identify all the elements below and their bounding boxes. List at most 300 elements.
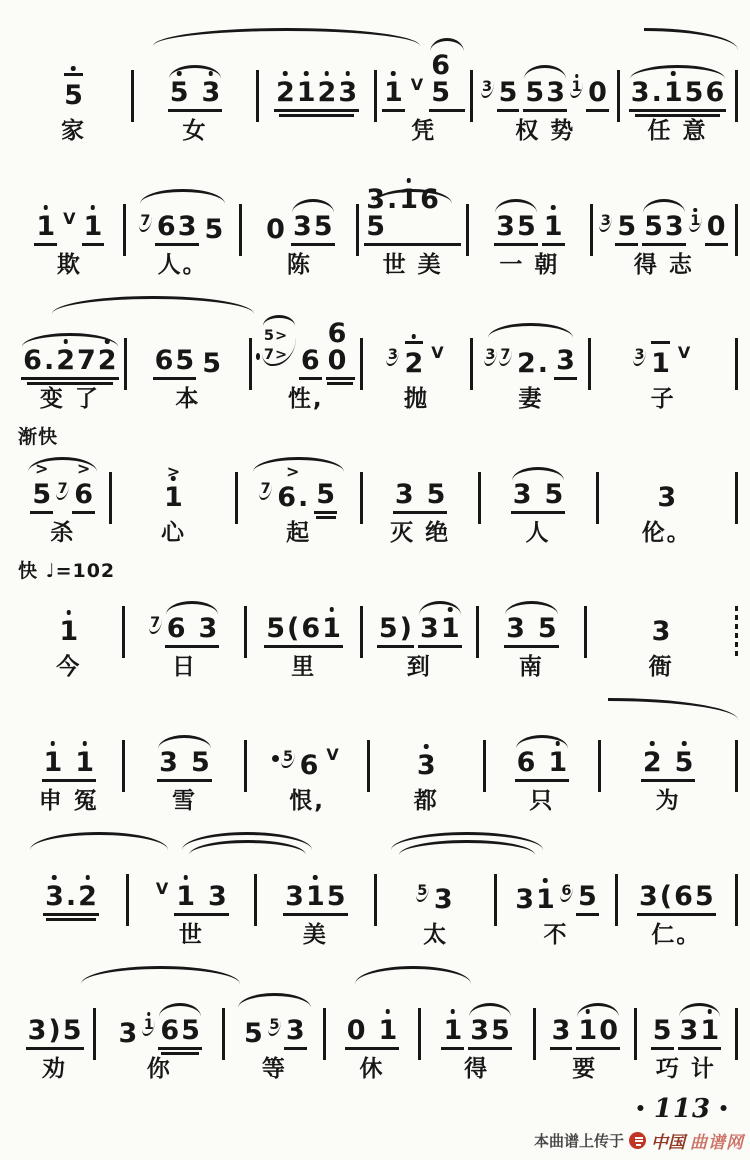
note-digit: 6 <box>277 482 296 513</box>
note-digit: 1 <box>378 1015 398 1046</box>
note-digit: 5 <box>652 1015 672 1046</box>
note-digit: 2 <box>404 348 424 379</box>
note-group <box>326 320 355 380</box>
note-group <box>153 347 197 380</box>
watermark <box>534 1128 744 1153</box>
note-group <box>511 481 566 514</box>
grace-digit: 3 <box>387 347 398 363</box>
measure-notation <box>421 986 533 1050</box>
lyric: 休 <box>359 1056 385 1082</box>
note-digit <box>190 79 201 106</box>
note-digit: 3 <box>338 77 358 108</box>
note-group <box>497 79 520 112</box>
measure <box>112 450 234 555</box>
lyric: 抛 <box>404 386 429 412</box>
note-group <box>203 216 226 246</box>
measure-notation <box>125 584 245 648</box>
note-group <box>515 749 570 782</box>
note-digit: 5 <box>32 479 52 510</box>
measure <box>16 986 93 1091</box>
measure <box>363 316 471 421</box>
note-group <box>42 749 97 782</box>
note-group <box>275 484 310 514</box>
grace-digit: 5 <box>282 749 294 765</box>
grace-digit: 3 <box>485 347 496 363</box>
measure-notation <box>112 450 234 514</box>
note-digit: 5 <box>525 77 545 108</box>
grace-note <box>259 478 272 500</box>
lyric: 子 <box>650 386 676 412</box>
note-group <box>364 186 461 246</box>
page-number <box>635 1094 730 1124</box>
grace-note <box>481 76 494 98</box>
grace-note <box>599 210 612 232</box>
note-digit: 3 <box>285 881 304 912</box>
note-group <box>468 1017 512 1050</box>
measure <box>486 718 599 823</box>
tie-arc <box>153 28 420 46</box>
measure-notation <box>479 584 585 648</box>
measure <box>473 48 617 153</box>
note-digit <box>533 481 544 508</box>
system-4 <box>16 420 738 554</box>
measure <box>591 316 735 421</box>
note-group <box>162 484 185 514</box>
note-group <box>576 883 599 916</box>
lyric: 为 <box>655 788 681 814</box>
tie-arc <box>608 698 738 720</box>
measure <box>16 584 122 689</box>
lyric: 女 <box>182 118 208 144</box>
note-group <box>554 347 577 380</box>
measure <box>359 182 466 287</box>
note-group <box>504 615 559 648</box>
note-group <box>494 213 538 246</box>
barline <box>735 204 738 256</box>
note-group <box>377 615 414 648</box>
lyric: 人 <box>525 520 551 546</box>
note-digit: . <box>537 348 549 379</box>
note-digit: 1 <box>651 348 670 379</box>
lyric: 性, <box>287 386 324 412</box>
lyric: 劝 <box>42 1056 68 1082</box>
note-digit: 3 <box>556 345 575 376</box>
note-digit: 3 <box>416 750 436 781</box>
note-digit: 3 <box>394 479 414 510</box>
tie-layer <box>16 296 738 318</box>
measure <box>16 48 131 153</box>
note-group <box>62 82 85 112</box>
note-group <box>314 481 337 514</box>
barline <box>735 1008 738 1060</box>
measure <box>363 450 478 555</box>
grace-note <box>149 612 162 634</box>
barline <box>735 606 738 658</box>
lyric: 得 <box>464 1056 490 1082</box>
page-number-value: 113 <box>653 1094 712 1124</box>
note-group <box>415 752 438 782</box>
note-digit: 5 <box>644 211 663 242</box>
lyric: 申 冤 <box>38 788 99 814</box>
note-digit <box>536 749 547 776</box>
measure <box>134 48 256 153</box>
measure <box>16 182 123 287</box>
note-digit: 5 <box>175 345 195 376</box>
measure <box>16 852 126 957</box>
grace-note <box>689 210 702 232</box>
measure-notation <box>587 584 735 648</box>
measure <box>421 986 533 1091</box>
note-digit: 3 <box>506 613 525 644</box>
note-group <box>72 481 95 514</box>
grace-note <box>56 478 69 500</box>
note-digit: 1 <box>75 747 95 778</box>
lyric: 伦。 <box>641 520 692 546</box>
measure <box>469 182 590 287</box>
note-digit: 2 <box>78 881 97 912</box>
measure <box>370 718 483 823</box>
measure-notation <box>96 986 222 1050</box>
note-digit: . <box>65 881 77 912</box>
note-digit: 1 <box>578 1015 598 1046</box>
lyric: 杀 <box>50 520 76 546</box>
measure <box>96 986 222 1091</box>
note-digit: 6 <box>160 1015 180 1046</box>
note-digit: 6 <box>299 750 319 781</box>
note-group <box>550 1017 573 1050</box>
note-digit: 1 <box>83 211 103 242</box>
measure-notation <box>134 48 256 112</box>
note-digit: 1 <box>36 211 56 242</box>
note-group <box>651 1017 674 1050</box>
measure <box>620 48 735 153</box>
note-group <box>576 1017 620 1050</box>
measure-notation <box>363 450 478 514</box>
lyric: 等 <box>261 1056 287 1082</box>
measure-notation <box>481 450 596 514</box>
note-digit: 2 <box>517 348 536 379</box>
note-digit: 1 <box>536 884 555 915</box>
note-group <box>43 883 99 916</box>
lyric: 得 志 <box>633 252 694 278</box>
note-group <box>157 749 212 782</box>
system-7 <box>16 822 738 956</box>
note-digit: 5 <box>169 77 189 108</box>
grace-note <box>268 1014 281 1036</box>
note-group <box>299 347 322 380</box>
measure-notation <box>637 986 735 1050</box>
grace-digit: 7 <box>140 213 151 229</box>
measure <box>593 182 735 287</box>
note-digit: 3 <box>546 77 566 108</box>
measure <box>16 316 124 421</box>
grace-digit: 3 <box>600 213 611 229</box>
note-digit: 5 <box>326 881 346 912</box>
grace-digit: 1 <box>690 213 701 229</box>
note-digit: 5 <box>617 211 637 242</box>
measure-notation <box>247 718 367 782</box>
note-digit: 6 <box>156 211 176 242</box>
note-digit: 3 <box>208 881 227 912</box>
lyric: 恨, <box>289 788 325 814</box>
note-digit: 5 <box>491 1015 510 1046</box>
tie-arc <box>52 296 254 314</box>
note-digit: 2 <box>97 345 117 376</box>
breath-mark-icon: V <box>155 879 169 898</box>
site-name-bold: 中国 <box>651 1133 685 1153</box>
measure <box>377 48 470 153</box>
note-digit <box>663 749 674 776</box>
note-digit: 5 <box>674 747 694 778</box>
measure <box>242 182 356 287</box>
ornament-dot-icon <box>256 353 261 360</box>
note-digit: 3 <box>496 211 515 242</box>
note-digit <box>186 615 197 642</box>
measure-notation <box>593 182 735 246</box>
grace-note <box>281 746 294 768</box>
note-digit: 1 <box>543 211 563 242</box>
lyric: 世 美 <box>382 252 443 278</box>
site-name-light: 曲谱网 <box>690 1133 744 1153</box>
system-5 <box>16 554 738 688</box>
note-digit: ) <box>399 613 413 644</box>
note-digit: 3 <box>292 211 312 242</box>
measure-notation <box>129 852 254 916</box>
grace-digit: 3 <box>634 347 645 363</box>
note-digit <box>63 749 74 776</box>
note-digit: 6 <box>674 881 693 912</box>
note-group <box>650 618 673 648</box>
note-digit: 5 <box>204 214 224 245</box>
tie-layer <box>16 966 738 988</box>
note-digit: 6 <box>431 50 450 81</box>
measure <box>225 986 323 1091</box>
note-group <box>26 1017 84 1050</box>
note-group <box>393 481 448 514</box>
note-digit: 1 <box>296 77 316 108</box>
breath-mark-icon: V <box>677 343 691 362</box>
lyric: 凭 <box>411 118 437 144</box>
note-digit: 1 <box>176 881 196 912</box>
note-digit <box>526 615 537 642</box>
measure <box>377 852 494 957</box>
note-digit: 5 <box>316 479 336 510</box>
lyric: 人。 <box>157 252 208 278</box>
barline <box>735 874 738 926</box>
note-group <box>116 1020 139 1050</box>
measure-notation <box>16 584 122 648</box>
measure <box>129 852 254 957</box>
note-group <box>586 79 609 112</box>
note-digit: 1 <box>399 184 419 215</box>
note-group <box>629 79 726 112</box>
note-group <box>57 618 80 648</box>
lyric: 起 <box>286 520 312 546</box>
note-digit: 5 <box>313 211 333 242</box>
measure-notation <box>363 584 476 648</box>
measure <box>481 450 596 555</box>
note-digit: 3 <box>657 482 677 513</box>
note-group <box>21 347 118 380</box>
note-digit <box>196 883 207 910</box>
measure <box>238 450 360 555</box>
note-digit: 1 <box>305 881 325 912</box>
note-group <box>429 52 465 112</box>
barline <box>735 338 738 390</box>
note-group <box>174 883 229 916</box>
note-group <box>642 213 686 246</box>
measure <box>16 450 109 555</box>
site-logo-icon <box>629 1132 646 1149</box>
measure-notation <box>370 718 483 782</box>
lyric: 任 意 <box>647 118 708 144</box>
tie-arc <box>391 832 543 850</box>
note-group <box>158 1017 202 1050</box>
note-digit: 5 <box>190 747 210 778</box>
note-digit: 5 <box>62 1015 82 1046</box>
note-group <box>168 79 223 112</box>
measure-notation <box>16 182 123 246</box>
note-group <box>155 213 199 246</box>
measure-notation <box>469 182 590 246</box>
measure-notation <box>238 450 360 514</box>
grace-digit: 7 <box>57 481 68 497</box>
note-digit: 1 <box>440 613 460 644</box>
note-digit: 3 <box>679 1015 699 1046</box>
system-6 <box>16 688 738 822</box>
lyric: 雪 <box>171 788 197 814</box>
note-digit: 5 <box>366 211 386 242</box>
grace-note <box>499 344 512 366</box>
note-digit: 1 <box>700 1015 720 1046</box>
note-digit: 6 <box>327 318 347 349</box>
lyric: 世 <box>178 922 204 948</box>
grace-digit: 7 <box>263 347 274 363</box>
measure <box>473 316 588 421</box>
grace-digit: 6 <box>561 883 572 899</box>
measure-notation <box>620 48 735 112</box>
measure <box>126 182 240 287</box>
note-digit: 0 <box>599 1015 618 1046</box>
note-digit: 0 <box>706 211 726 242</box>
grace-digit: 1 <box>571 79 582 95</box>
lyric <box>16 916 126 957</box>
measure-notation <box>247 584 360 648</box>
measure <box>257 852 374 957</box>
lyric: 妻 <box>518 386 544 412</box>
measure-notation <box>242 182 356 246</box>
note-digit: 6 <box>301 613 321 644</box>
note-group <box>242 1020 265 1050</box>
note-digit: 3 <box>27 1015 47 1046</box>
measure <box>125 584 245 689</box>
measure <box>252 316 360 421</box>
lyric <box>259 112 374 153</box>
lyric: 南 <box>518 654 544 680</box>
measure-notation <box>536 986 634 1050</box>
measure-notation <box>618 852 735 916</box>
lyric: 陈 <box>286 252 312 278</box>
measure-notation <box>359 182 466 246</box>
note-group <box>291 213 335 246</box>
note-group <box>615 213 638 246</box>
grace-note <box>560 880 573 902</box>
measure-notation <box>473 48 617 112</box>
measure <box>16 718 122 823</box>
note-digit: 1 <box>443 1015 463 1046</box>
barline <box>735 740 738 792</box>
note-digit: 5 <box>516 211 536 242</box>
measure-notation <box>127 316 249 380</box>
note-digit: 3 <box>515 884 535 915</box>
tempo-marking: 渐快 <box>18 426 59 448</box>
note-digit: 6 <box>74 479 94 510</box>
note-group <box>30 481 53 514</box>
measure-notation <box>16 48 131 112</box>
measure-notation <box>252 316 360 380</box>
measure-notation <box>377 852 494 916</box>
measure-notation <box>126 182 240 246</box>
grace-digit: 7 <box>500 347 511 363</box>
note-group <box>513 886 557 916</box>
barline <box>735 70 738 122</box>
measure-notation <box>497 852 614 916</box>
barline <box>735 472 738 524</box>
tie-arc <box>30 832 167 850</box>
measure <box>259 48 374 153</box>
lyric: 仁。 <box>651 922 702 948</box>
measure-notation <box>16 450 109 514</box>
note-group <box>298 752 321 782</box>
grace-digit: 7 <box>150 615 161 631</box>
note-digit: 2 <box>275 77 295 108</box>
note-digit: 6 <box>516 747 536 778</box>
note-digit: 0 <box>346 1015 366 1046</box>
note-digit: . <box>651 77 662 108</box>
lyric: 权 势 <box>515 118 576 144</box>
measure <box>618 852 735 957</box>
note-group <box>284 1017 307 1050</box>
note-digit: 5 <box>498 77 518 108</box>
note-digit: 1 <box>663 77 683 108</box>
measure-notation <box>601 718 735 782</box>
note-digit: 6 <box>420 184 439 215</box>
note-digit: 5 <box>202 348 221 379</box>
note-digit: 6 <box>705 77 725 108</box>
note-digit: 3 <box>201 77 221 108</box>
measure <box>479 584 585 689</box>
note-digit: 3 <box>664 211 684 242</box>
note-group <box>441 1017 464 1050</box>
page-number-left-dot: • <box>634 1099 647 1119</box>
measure-notation <box>257 852 374 916</box>
note-digit: 1 <box>59 616 79 647</box>
note-digit: 3 <box>45 881 64 912</box>
note-digit: 6 <box>23 345 42 376</box>
tie-arc <box>355 966 471 984</box>
watermark-text: 本曲谱上传于 <box>533 1132 624 1150</box>
note-digit: . <box>43 345 55 376</box>
grace-digit: 5 <box>263 328 274 344</box>
note-digit: 3 <box>366 184 386 215</box>
lyric: 都 <box>413 788 439 814</box>
note-group <box>264 216 287 246</box>
breath-mark-icon: V <box>63 209 76 228</box>
note-group <box>637 883 716 916</box>
lyric: 巧 计 <box>655 1056 716 1082</box>
note-digit: . <box>297 482 309 513</box>
note-digit: 2 <box>642 747 662 778</box>
